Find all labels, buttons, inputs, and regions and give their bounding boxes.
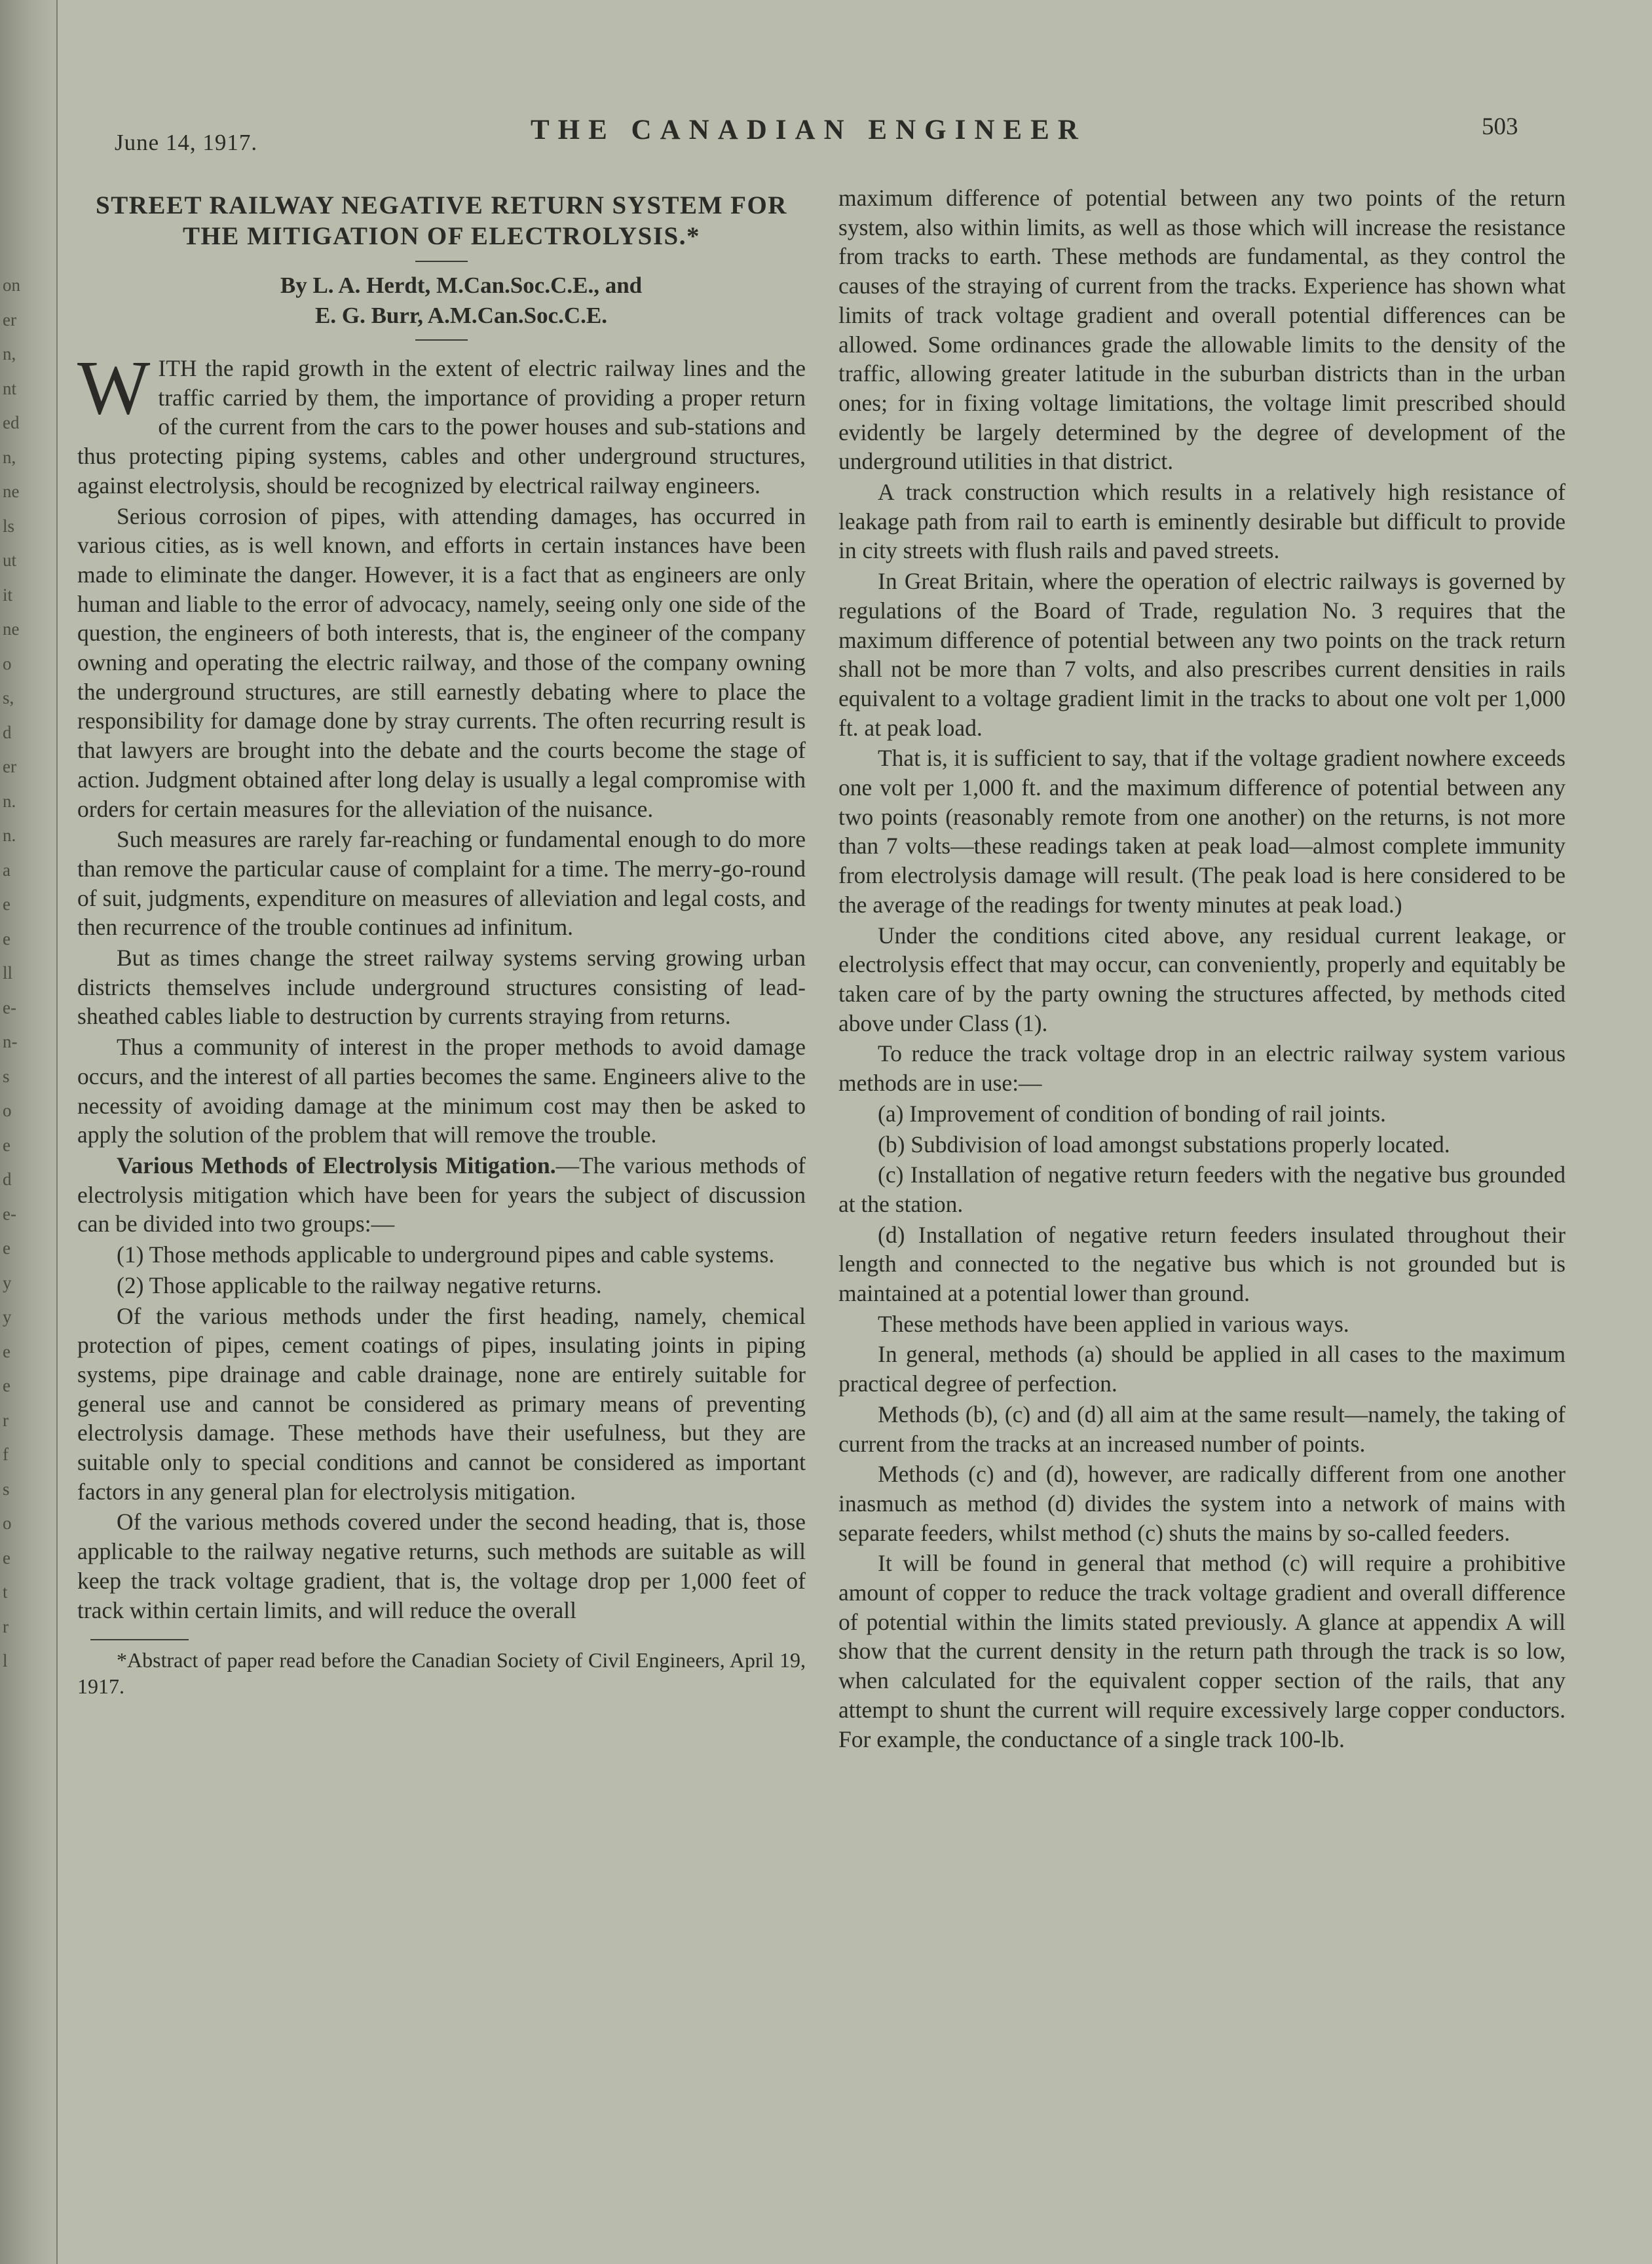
byline-rule [415,339,468,341]
paragraph: These methods have been applied in various ways. [878,1310,1349,1337]
paragraph-text: —The various methods of electrolysis mitigation which have been for years the subject of discussion can be divided into two groups:— [77,1152,806,1237]
right-column [838,183,1566,1755]
page-number: 503 [1482,113,1518,140]
paragraph: Such measures are rarely far-reaching or fundamental enough to do more than remove the particular cause of complaint for a time. The merry-go-round of suit, judgments, expenditure on measures of alleviation and legal costs, and then recurrence of the trouble continues ad infinitum. [77,826,806,941]
binding-fragment: o [3,653,12,673]
byline-authors-2: E. G. Burr, A.M.Can.Soc.C.E. [315,303,607,328]
binding-fragment: ne [3,619,20,639]
binding-fragment: er [3,757,16,776]
title-rule [415,261,468,262]
binding-fragment: e- [3,997,16,1017]
binding-fragment: o [3,1101,12,1120]
binding-fragment: l [3,1651,8,1670]
binding-fragment: a [3,859,10,880]
binding-fragment: o [3,1513,12,1533]
section-heading: Various Methods of Electrolysis Mitigation. [117,1152,556,1179]
paragraph: Serious corrosion of pipes, with attending damages, has occurred in various cities, as is well known, and efforts in certain instances have been made to eliminate the danger. However, it is a fact that as engineers are only human and liable to the error of advocacy, namely, seeing only one side of the question, the engineers of both interests, that is, the engineer of the company owning and operating the electric railway, and those of the company owning the underground structures, are still earnestly debating where to place the responsibility for damage done by stray currents. The often recurring result is that lawyers are brought into the debate and the courts become the stage of action. Judgment obtained after long delay is usually a legal compromise with orders for certain measures for the alleviation of the nuisance. [77,502,806,822]
binding-fragment: f [3,1444,9,1464]
paragraph: In general, methods (a) should be applied in all cases to the maximum practical degree of perfection. [838,1341,1566,1397]
binding-fragment: e [3,894,10,914]
binding-fragment: er [3,309,16,330]
article-title: STREET RAILWAY NEGATIVE RETURN SYSTEM FOR THE MITIGATION OF ELECTROLYSIS.* [96,191,787,250]
binding-fragment: s, [3,688,14,708]
binding-fragment: it [3,584,13,605]
binding-fragment: on [3,275,20,295]
binding-fragment: ls [3,516,15,536]
binding-strip [0,0,58,2264]
paragraph: In Great Britain, where the operation of electric railways is governed by regulations of the Board of Trade, regulation No. 3 requires that the maximum difference of potential between any two points on the track return shall not be more than 7 volts, and also prescribes current densities in rails equivalent to a voltage gradient limit in the tracks to about one volt per 1,000 ft. at peak load. [838,568,1566,741]
binding-fragment: t [3,1582,8,1602]
page-header [115,111,1516,157]
paragraph: To reduce the track voltage drop in an electric railway system various methods are in use:— [838,1040,1566,1097]
list-item: (a) Improvement of condition of bonding of rail joints. [878,1100,1386,1127]
issue-date: June 14, 1917. [115,130,258,155]
list-item: (2) Those applicable to the railway negative returns. [117,1272,602,1298]
paragraph: Methods (c) and (d), however, are radically different from one another inasmuch as method (d) divides the system into a network of mains with separate feeders, whilst method (c) shuts the mains by so-called feeders. [838,1461,1566,1546]
binding-fragment: d [3,722,12,742]
footnote: *Abstract of paper read before the Canadian Society of Civil Engineers, April 19, 1917. [77,1648,806,1699]
drop-cap: W [77,345,151,430]
list-item: (b) Subdivision of load amongst substations properly located. [878,1131,1450,1158]
paragraph: It will be found in general that method (c) will require a prohibitive amount of copper to reduce the track voltage gradient and overall difference of potential within the limits stated previously. A glance at appendix A will show that the current density in the return path through the track is so low, when calculated for the equivalent copper section of the rails, that any attempt to shunt the current will require excessively large copper conductors. For example, the conductance of a single track 100-lb. [838,1550,1566,1752]
binding-fragment: y [3,1307,12,1327]
paragraph: But as times change the street railway systems serving growing urban districts themselves include underground structures consisting of lead-sheathed cables liable to destruction by currents straying from returns. [77,945,806,1030]
list-item: (1) Those methods applicable to underground pipes and cable systems. [117,1241,775,1268]
binding-fragment: e [3,1341,10,1361]
byline-authors: By L. A. Herdt, M.Can.Soc.C.E., and [280,273,643,298]
binding-fragment: ll [3,963,13,983]
binding-fragment: e [3,1135,10,1155]
paragraph: Of the various methods covered under the second heading, that is, those applicable to the railway negative returns, such methods are suitable as will keep the track voltage gradient, that is, the voltage drop per 1,000 feet of track within certain limits, and will reduce the overall [77,1509,806,1623]
binding-fragment: n, [3,344,16,364]
paragraph: Of the various methods under the first heading, namely, chemical protection of pipes, cement coatings of pipes, insulating joints in piping systems, pipe drainage and cable drainage, none are entirely suitable for general use and cannot be considered as primary means of preventing electrolysis damage. These methods have their usefulness, but they are suitable only to special conditions and cannot be considered as important factors in any general plan for electrolysis mitigation. [77,1302,806,1505]
binding-fragment: n. [3,791,16,811]
paragraph: That is, it is sufficient to say, that if the voltage gradient nowhere exceeds one volt per 1,000 ft. and the maximum difference of potential between any two points (reasonably remote from one another) on the returns, is not more than 7 volts—these readings taken at peak load—almost complete immunity from electrolysis damage will result. (The peak load is here considered to be the average of the readings for twenty minutes at peak load.) [838,745,1566,918]
paragraph: maximum difference of potential between any two points of the return system, also within limits, as well as those which will increase the resistance from tracks to earth. These methods are fundamental, as they control the causes of the straying of current from the tracks. Experience has shown what limits of track voltage gradient and overall potential differences can be allowed. Some ordinances grade the allowable limits to the density of the traffic, allowing greater latitude in the suburban districts than in the urban ones; for in fixing voltage limitations, the voltage limit prescribed should evidently be largely determined by the degree of development of the underground utilities in that district. [838,185,1566,475]
binding-fragment: e [3,1547,10,1568]
binding-fragment: nt [3,378,17,398]
list-item: (c) Installation of negative return feeders with the negative bus grounded at the station. [838,1161,1566,1217]
footnote-rule [90,1639,189,1640]
binding-fragment: e [3,928,10,949]
paragraph [77,345,806,500]
binding-fragment: n, [3,447,16,467]
binding-fragment: ne [3,481,20,501]
paragraph-text: ITH the rapid growth in the extent of electric railway lines and the traffic carried by them, the importance of providing a proper return of the current from the cars to the power houses and sub-stations and thus protecting piping systems, cables and other underground structures, against electrolysis, should be recognized by electrical railway engineers. [77,355,806,499]
binding-fragment: e- [3,1203,16,1224]
binding-fragment: e [3,1238,10,1258]
binding-fragment: e [3,1376,10,1395]
list-item: (d) Installation of negative return feeders insulated throughout their length and connected to the negative bus which is not grounded but is maintained at a potential lower than ground. [838,1221,1566,1307]
binding-fragment: ed [3,413,20,432]
binding-fragment: s [3,1479,10,1499]
journal-title: THE CANADIAN ENGINEER [531,115,1087,145]
paragraph: A track construction which results in a relatively high resistance of leakage path from rail to earth is eminently desirable but difficult to provide in city streets with flush rails and paved streets. [838,479,1566,564]
binding-fragment: ut [3,550,17,570]
binding-fragment: y [3,1272,12,1292]
binding-fragment: d [3,1169,12,1189]
paragraph: Under the conditions cited above, any residual current leakage, or electrolysis effect that may occur, can conveniently, properly and equitably be taken care of by the party owning the structures affected, by methods cited above under Class (1). [838,922,1566,1036]
binding-fragment: r [3,1616,9,1636]
binding-fragment: r [3,1410,9,1430]
paragraph: Methods (b), (c) and (d) all aim at the same result—namely, the taking of current from the tracks at an increased number of points. [838,1401,1566,1457]
paragraph: Thus a community of interest in the proper methods to avoid damage occurs, and the interest of all parties becomes the same. Engineers alive to the necessity of avoiding damage at the minimum cost may then be asked to apply the solution of the problem that will remove the trouble. [77,1034,806,1148]
left-column [77,190,806,1701]
binding-fragment: n- [3,1032,18,1051]
binding-fragment: s [3,1066,10,1086]
paragraph [77,1151,806,1239]
binding-fragment: n. [3,825,16,845]
